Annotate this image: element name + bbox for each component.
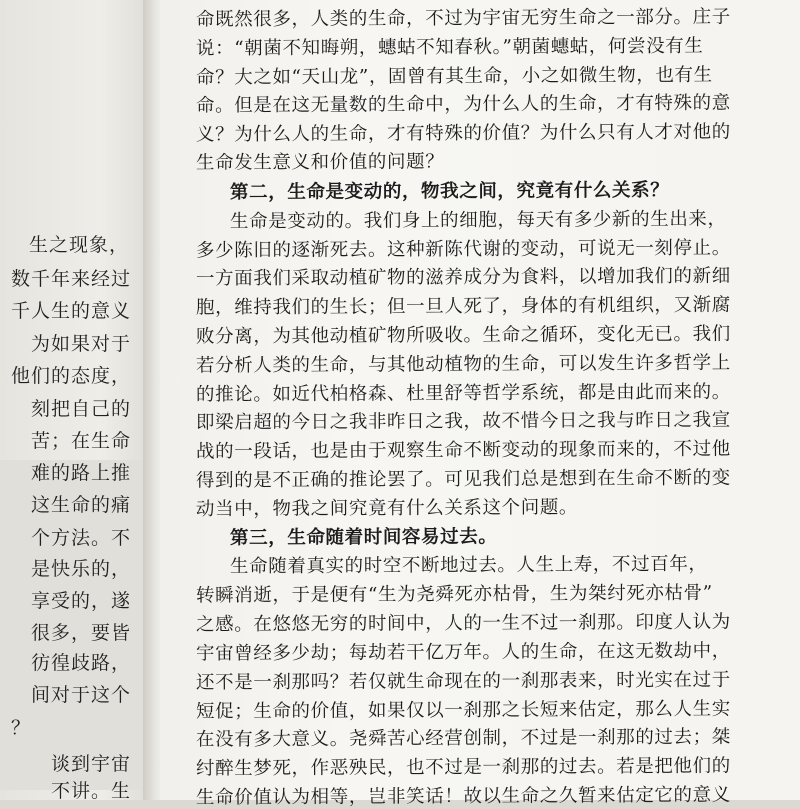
body-text-line: 宇宙曾经多少劫；每劫若干亿万年。人的生命，在这无数劫中， (195, 640, 731, 665)
left-page-text-line: 苦；在生命 (30, 430, 131, 452)
left-page-text-line: 为如果对于 (30, 333, 131, 355)
left-page-text-line: 生之现象， (28, 234, 129, 256)
body-text-line: 生命是变动的。我们身上的细胞，每天有多少新的生出来， (229, 208, 727, 233)
body-text-line: 败分离，为其他动植矿物所吸收。生命之循环，变化无已。我们 (195, 323, 731, 348)
body-text-line: 命既然很多，人类的生命，不过为宇宙无穷生命之一部分。庄子 (195, 6, 731, 31)
section-heading: 第三，生命随着时间容易过去。 (229, 526, 498, 549)
body-text-line: 生命价值认为相等，岂非笑话！故以生命之久暂来估定它的意义 (195, 784, 731, 809)
body-text-line: 转瞬消逝，于是便有“生为尧舜死亦枯骨，生为桀纣死亦枯骨” (195, 582, 713, 607)
left-page-text-line: 个方法。不 (30, 527, 131, 549)
left-page-text-line: 不讲。生 (50, 780, 131, 800)
body-text-line: 战的一段话，也是由于观察生命不断变动的现象而来的，不过他 (195, 438, 731, 463)
left-page-text-line: 千人生的意义 (10, 300, 131, 322)
body-text-line: 的推论。如近代柏格森、杜里舒等哲学系统，都是由此而来的。 (195, 381, 731, 406)
left-page-text-line: 这生命的痛 (30, 494, 131, 516)
body-text-line: 命。但是在这无量数的生命中，为什么人的生命，才有特殊的意 (195, 92, 731, 117)
section-heading: 第二，生命是变动的，物我之间，究竟有什么关系？ (229, 179, 670, 204)
left-page-text-line: ？ (10, 717, 31, 739)
left-page-text-line: 享受的，遂 (30, 590, 131, 612)
left-page-text-line: 间对于这个 (30, 684, 131, 706)
body-text-line: 一方面我们采取动植矿物的滋养成分为食料，以增加我们的新细 (195, 265, 731, 290)
left-page-text-line: 他们的态度， (10, 365, 131, 387)
left-page-text-line: 谈到宇宙 (50, 753, 131, 775)
left-page-text-line: 刻把自己的 (30, 398, 131, 420)
body-text-line: 多少陈旧的逐渐死去。这种新陈代谢的变动，可说无一刻停止。 (195, 237, 731, 262)
body-text-line: 还不是一刹那吗？若仅就生命现在的一刹那表来，时光实在过于 (195, 669, 731, 694)
body-text-line: 短促；生命的价值，如果仅以一刹那之长短来估定，那么人生实 (195, 698, 731, 723)
left-page-text-line: 难的路上推 (30, 462, 131, 484)
body-text-line: 即梁启超的今日之我非昨日之我，故不惜今日之我与昨日之我宣 (195, 409, 731, 434)
body-text-line: 得到的是不正确的推论罢了。可见我们总是想到在生命不断的变 (195, 467, 731, 492)
body-text-line: 在没有多大意义。尧舜苦心经营创制，不过是一刹那的过去；桀 (195, 726, 731, 751)
body-text-line: 若分析人类的生命，与其他动植物的生命，可以发生许多哲学上 (195, 352, 731, 377)
body-text-line: 纣醉生梦死，作恶殃民，也不过是一刹那的过去。若是把他们的 (195, 755, 731, 780)
body-text-line: 生命随着真实的时空不断地过去。人生上寿，不过百年， (229, 553, 708, 578)
body-text-line: 命？大之如“天山龙”，固曾有其生命，小之如微生物，也有生 (195, 64, 713, 89)
body-text-line: 动当中，物我之间究竟有什么关系这个问题。 (195, 497, 579, 520)
body-text-line: 义？为什么人的生命，才有特殊的价值？为什么只有人才对他的 (195, 121, 731, 146)
left-page-text-line: 很多，要皆 (30, 622, 131, 644)
left-page-text-line: 彷徨歧路， (30, 652, 131, 674)
body-text-line: 生命发生意义和价值的问题？ (195, 151, 445, 174)
body-text-line: 之感。在悠悠无穷的时间中，人的一生不过一刹那。印度人认为 (195, 611, 731, 636)
left-page (0, 0, 143, 800)
body-text-line: 说：“朝菌不知晦朔，蟪蛄不知春秋。”朝菌蟪蛄，何尝没有生 (195, 35, 704, 60)
body-text-line: 胞，维持我们的生长；但一旦人死了，身体的有机组织，又渐腐 (195, 294, 731, 319)
left-page-text-line: 数千年来经过 (10, 268, 131, 290)
left-page-text-line: 是快乐的， (30, 558, 131, 580)
